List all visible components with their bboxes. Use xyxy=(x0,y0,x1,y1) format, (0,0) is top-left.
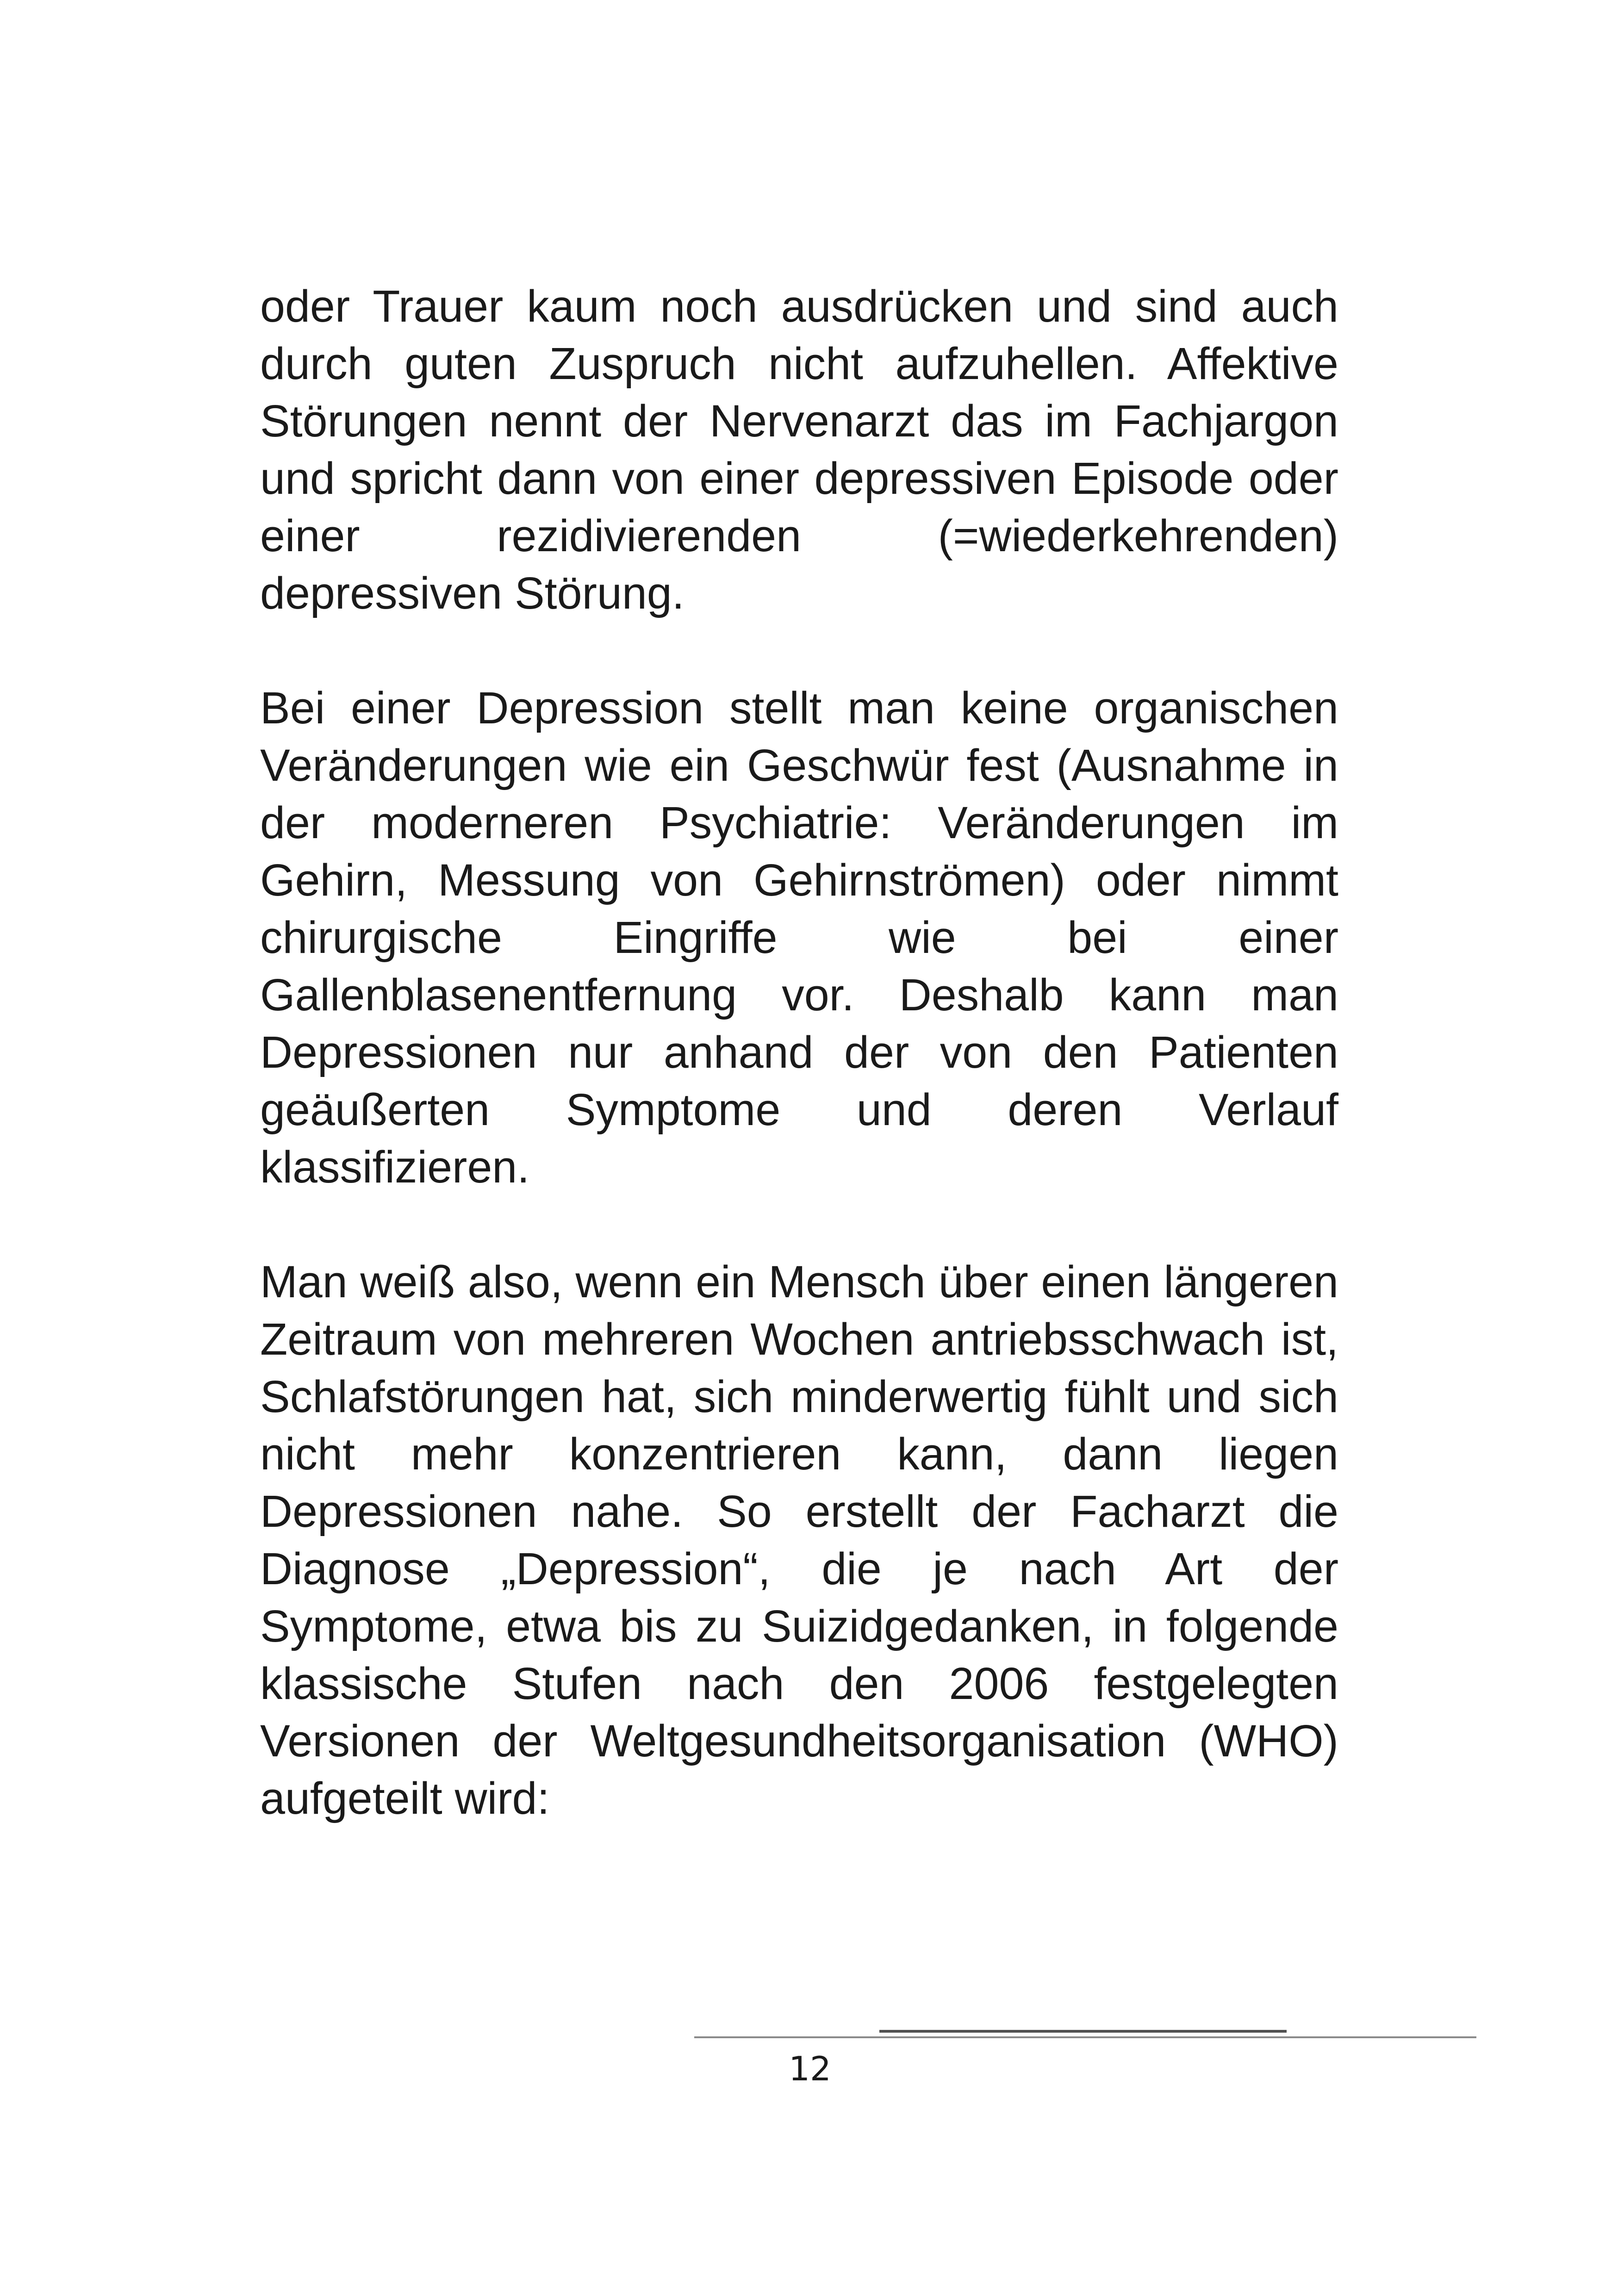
paragraph-affective-disorders: oder Trauer kaum noch ausdrücken und sind auch durch guten Zuspruch nicht aufzuhellen. Affektive Störungen nennt der Nervenarzt das im Fachjargon und spricht dann von einer depressiven Episode oder einer rezidivierenden (=wiederkehrenden) depressiven Störung. xyxy=(260,281,1338,618)
page-number: 12 xyxy=(789,2049,831,2088)
page-body xyxy=(260,278,1338,1885)
paragraph-diagnosis-stages: Man weiß also, wenn ein Mensch über einen längeren Zeitraum von mehreren Wochen antriebsschwach ist, Schlafstörungen hat, sich minderwertig fühlt und sich nicht mehr konzentrieren kann, dann liegen Depressionen nahe. So erstellt der Facharzt die Diagnose „Depression“, die je nach Art der Symptome, etwa bis zu Suizidgedanken, in folgende klassische Stufen nach den 2006 festgelegten Versionen der Weltgesundheitsorganisation (WHO) aufgeteilt wird: xyxy=(260,1257,1338,1823)
footer-rule-thin xyxy=(694,2036,1476,2038)
footer-rule-thick xyxy=(879,2030,1287,2033)
paragraph-no-organic-changes: Bei einer Depression stellt man keine organischen Veränderungen wie ein Geschwür fest (Ausnahme in der moderneren Psychiatrie: Veränderungen im Gehirn, Messung von Gehirnströmen) oder nimmt chirurgische Eingriffe wie bei einer Gallenblasenentfernung vor. Deshalb kann man Depressionen nur anhand der von den Patienten geäußerten Symptome und deren Verlauf klassifizieren. xyxy=(260,683,1338,1192)
